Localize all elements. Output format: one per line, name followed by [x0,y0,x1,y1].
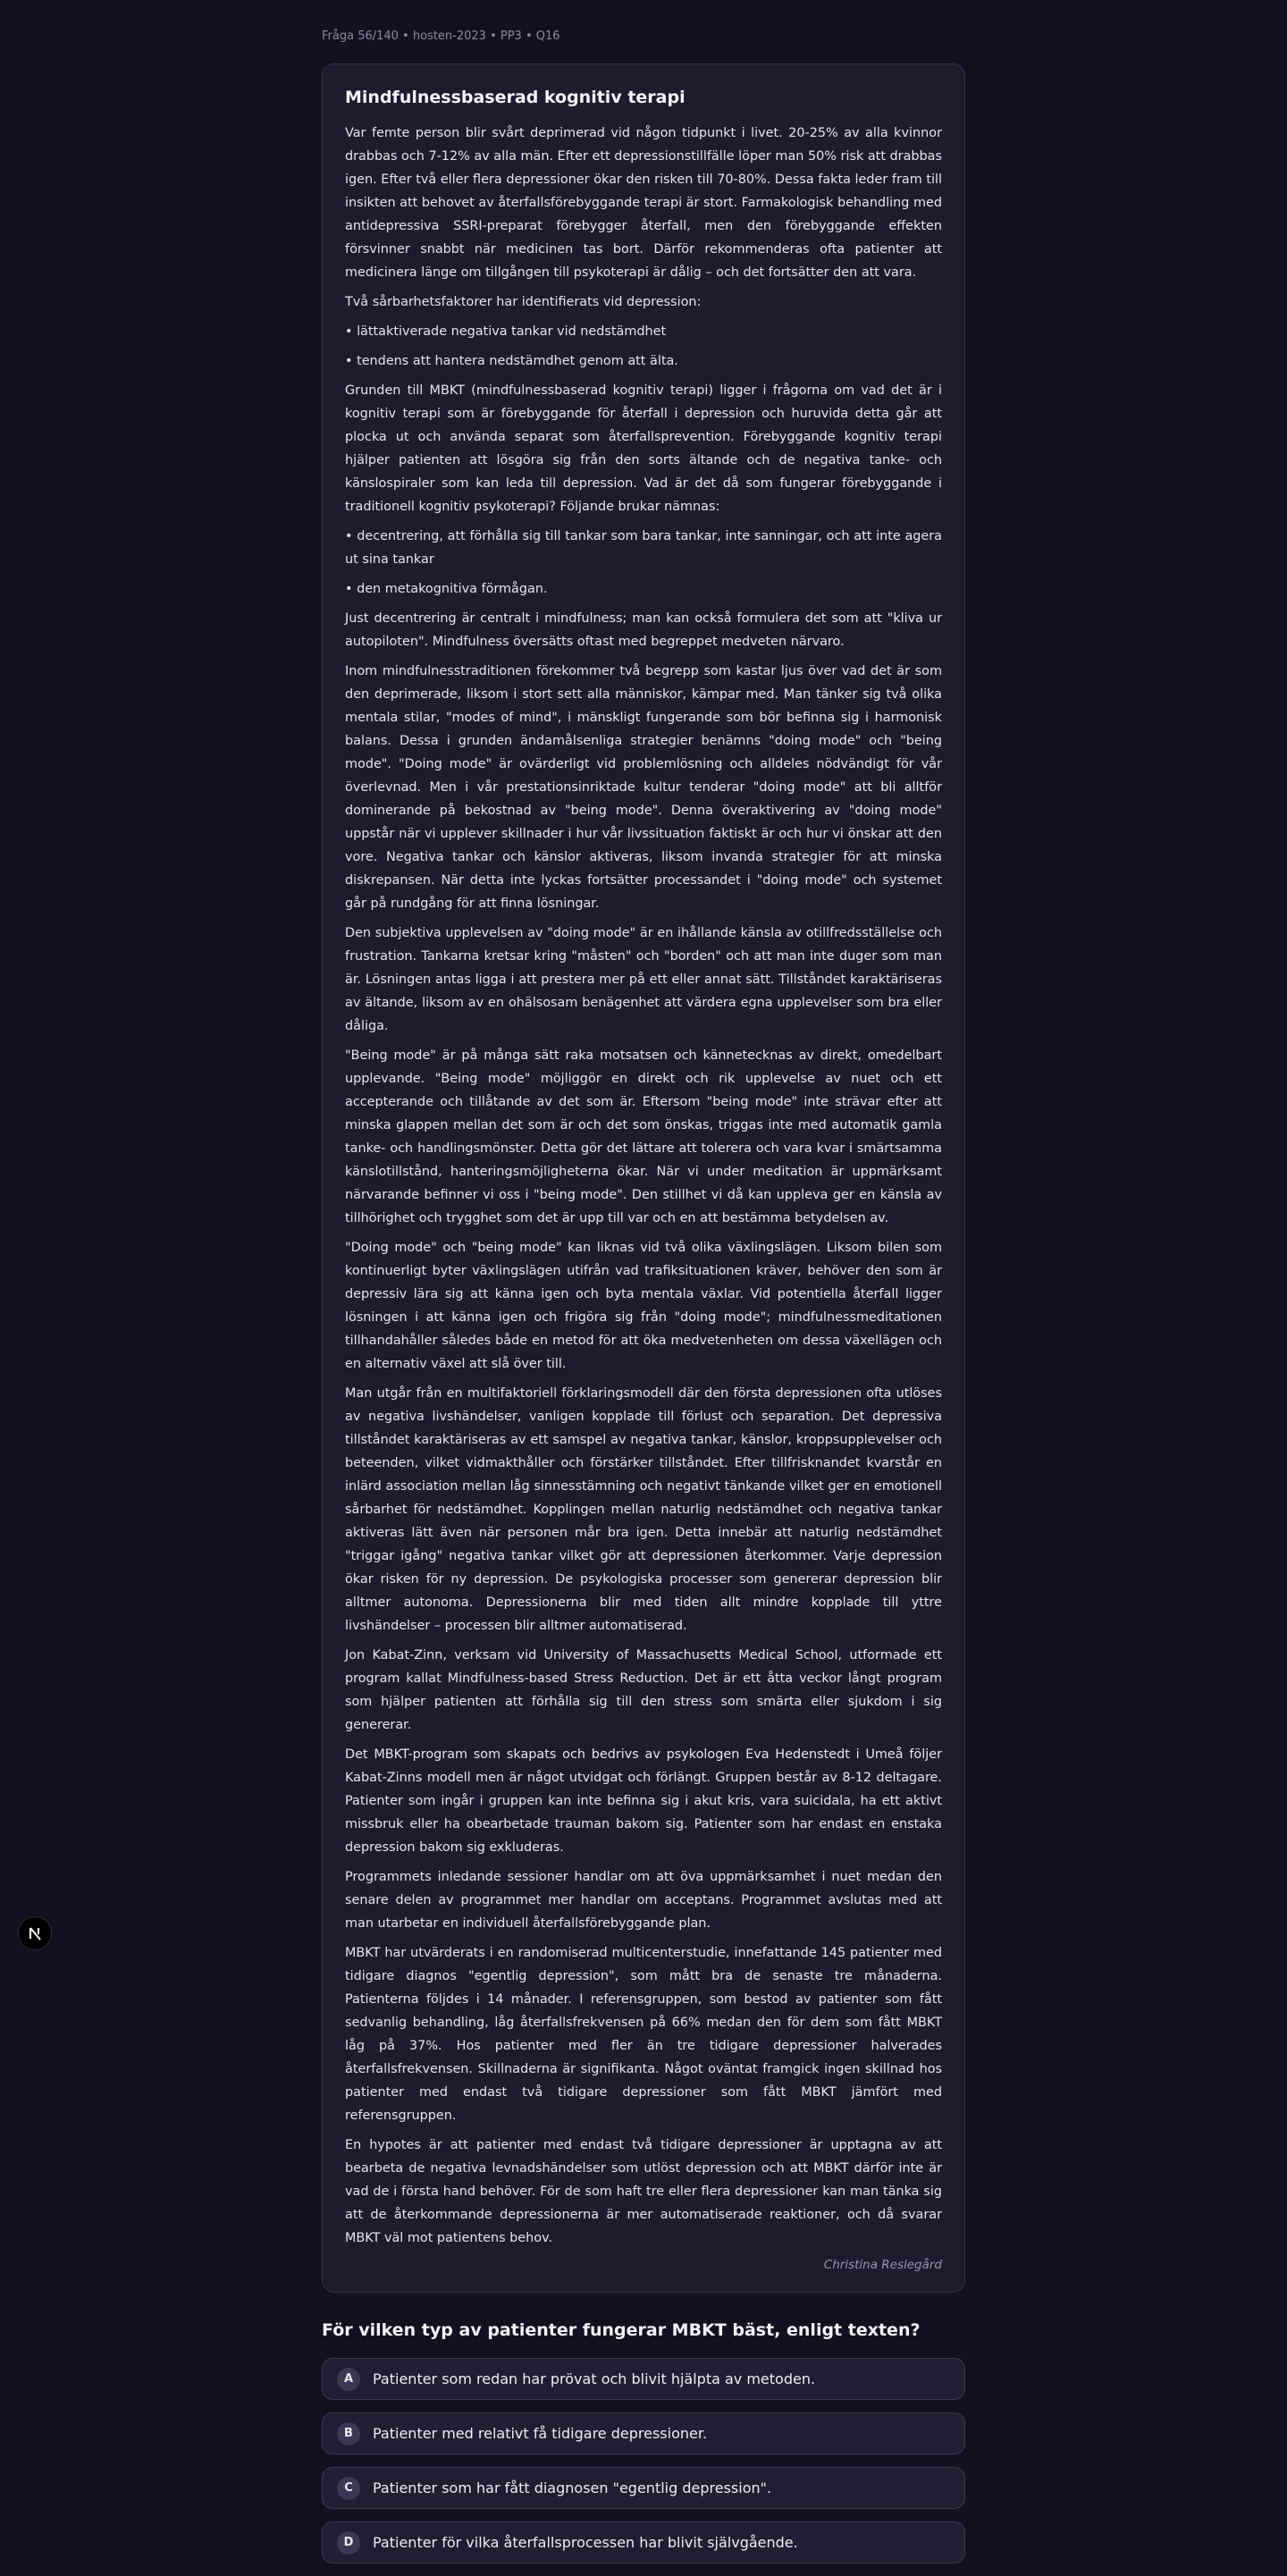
article-paragraph: Man utgår från en multifaktoriell förklaringsmodell där den första depressionen ofta utlöses av negativa livshändelser, vanligen kopplade till förlust och separation. Det depressiva tillståndet karaktäriseras av ett samspel av negativa tankar, känslor, kroppsupplevelser och beteenden, vilket vidmakthåller och förstärker tillståndet. Efter tillfrisknandet kvarstår en inlärd association mellan låg sinnesstämning och negativt tänkande vilket ger en emotionell sårbarhet för nedstämdhet. Kopplingen mellan naturlig nedstämdhet och negativa tankar aktiveras lätt även när personen mår bra igen. Detta innebär att naturlig nedstämdhet "triggar igång" negativa tankar vilket gör att depressionen återkommer. Varje depression ökar risken för ny depression. De psykologiska processer som genererar depression blir alltmer autonoma. Depressionerna blir med tiden allt mindre kopplade till yttre livshändelser – processen blir alltmer automatiserad. [345,1386,942,1633]
option-c[interactable] [322,2467,965,2509]
option-letter-badge: D [337,2531,360,2555]
article-paragraph: Programmets inledande sessioner handlar om att öva uppmärksamhet i nuet medan den senare delen av programmet mer handlar om acceptans. Programmet avslutas med att man utarbetar en individuell återfallsförebyggande plan. [345,1870,942,1931]
page-container [322,0,965,2576]
option-a[interactable] [322,2358,965,2400]
question-text: För vilken typ av patienter fungerar MBKT bäst, enligt texten? [322,2320,921,2340]
article-paragraph: • lättaktiverade negativa tankar vid nedstämdhet [345,324,667,339]
article-paragraph: En hypotes är att patienter med endast två tidigare depressioner är upptagna av att bearbeta de negativa levnadshändelser som utlöst depression och att MBKT därför inte är vad de i första hand behöver. För de som haft tre eller flera depressioner kan man tänka sig att de återkommande depressionerna är mer automatiserade reaktioner, och då svarar MBKT väl mot patientens behov. [345,2138,942,2245]
option-b[interactable] [322,2412,965,2454]
option-letter-badge: A [337,2368,360,2391]
article-paragraph: • decentrering, att förhålla sig till tankar som bara tankar, inte sanningar, och att inte agera ut sina tankar [345,529,942,567]
answer-options [322,2358,965,2563]
article-card [322,63,965,2293]
article-paragraph: Den subjektiva upplevelsen av "doing mode" är en ihållande känsla av otillfredsställelse och frustration. Tankarna kretsar kring "måsten" och "borden" och att man inte duger som man är. Lösningen antas ligga i att prestera mer på ett eller annat sätt. Tillståndet karaktäriseras av ältande, liksom av en ohälsosam benägenhet att värdera egna upplevelser som bra eller dåliga. [345,926,942,1033]
article-paragraph: • tendens att hantera nedstämdhet genom att älta. [345,354,678,368]
article-paragraph: Grunden till MBKT (mindfulnessbaserad kognitiv terapi) ligger i frågorna om vad det är i kognitiv terapi som är förebyggande för återfall i depression och huruvida detta går att plocka ut och använda separat som återfallsprevention. Förebyggande kognitiv terapi hjälper patienten att lösgöra sig från den sorts ältande och de negativa tanke- och känslospiraler som kan leda till depression. Vad är det då som fungerar förebyggande i traditionell kognitiv psykoterapi? Följande brukar nämnas: [345,383,942,514]
article-paragraph: • den metakognitiva förmågan. [345,582,548,596]
article-author: Christina Reslegård [823,2258,942,2272]
article-title: Mindfulnessbaserad kognitiv terapi [345,88,686,107]
article-paragraph: Var femte person blir svårt deprimerad vid någon tidpunkt i livet. 20-25% av alla kvinnor drabbas och 7-12% av alla män. Efter ett depressionstillfälle löper man 50% risk att drabbas igen. Efter två eller flera depressioner ökar den risken till 70-80%. Dessa fakta leder fram till insikten att behovet av återfallsförebyggande terapi är stort. Farmakologisk behandling med antidepressiva SSRI-preparat förebygger återfall, men den förebyggande effekten försvinner snabbt när medicinen tas bort. Därför rekommenderas ofta patienter att medicinera länge om tillgången till psykoterapi är dålig – och det fortsätter den att vara. [345,126,942,280]
article-body [345,122,942,2250]
option-label: Patienter för vilka återfallsprocessen har blivit självgående. [373,2534,798,2551]
nextjs-n-icon-glyph [26,1924,44,1942]
article-paragraph: MBKT har utvärderats i en randomiserad multicenterstudie, innefattande 145 patienter med tidigare diagnos "egentlig depression", som mått bra de senaste tre månaderna. Patienterna följdes i 14 månader. I referensgruppen, som bestod av patienter som fått sedvanlig behandling, låg återfallsfrekvensen på 66% medan den för dem som fått MBKT låg på 37%. Hos patienter med fler än tre tidigare depressioner halverades återfallsfrekvensen. Skillnaderna är signifikanta. Något oväntat framgick ingen skillnad hos patienter med endast två tidigare depressioner som fått MBKT jämfört med referensgruppen. [345,1946,942,2123]
article-paragraph: Inom mindfulnesstraditionen förekommer två begrepp som kastar ljus över vad det är som den deprimerade, liksom i stort sett alla människor, kämpar med. Man tänker sig två olika mentala stilar, "modes of mind", i mänskligt fungerande som bör befinna sig i harmonisk balans. Dessa i grunden ändamålsenliga strategier benämns "doing mode" och "being mode". "Doing mode" är ovärderligt vid problemlösning och alldeles nödvändigt för vår överlevnad. Men i vår prestationsinriktade kultur tenderar "doing mode" att bli alltför dominerande på bekostnad av "being mode". Denna överaktivering av "doing mode" uppstår när vi upplever skillnader i hur vår livssituation faktiskt är och hur vi önskar att den vore. Negativa tankar och känslor aktiveras, liksom invanda strategier för att minska diskrepansen. När detta inte lyckas fortsätter processandet i "doing mode" och systemet går på rundgång för att finna lösningar. [345,664,942,911]
nextjs-n-icon[interactable] [18,1916,52,1950]
option-letter-badge: C [337,2477,360,2500]
question-meta: Fråga 56/140 • hosten-2023 • PP3 • Q16 [322,29,560,43]
article-paragraph: "Being mode" är på många sätt raka motsatsen och kännetecknas av direkt, omedelbart upplevande. "Being mode" möjliggör en direkt och rik upplevelse av nuet och ett accepterande och tillåtande av det som är. Eftersom "being mode" inte strävar efter att minska glappen mellan det som är och det som önskas, triggas inte med automatik gamla tanke- och handlingsmönster. Detta gör det lättare att tolerera och vara kvar i smärtsamma känslotillstånd, hanteringsmöjligheterna ökar. När vi under meditation är uppmärksamt närvarande befinner vi oss i "being mode". Den stillhet vi då kan uppleva ger en känsla av tillhörighet och trygghet som det är upp till var och en att bestämma betydelsen av. [345,1048,942,1225]
article-paragraph: Två sårbarhetsfaktorer har identifierats vid depression: [345,295,702,309]
option-label: Patienter som redan har prövat och blivit hjälpta av metoden. [373,2370,816,2387]
article-paragraph: Det MBKT-program som skapats och bedrivs av psykologen Eva Hedenstedt i Umeå följer Kabat-Zinns modell men är något utvidgat och förlängt. Gruppen består av 8-12 deltagare. Patienter som ingår i gruppen kan inte befinna sig i akut kris, vara suicidala, ha ett aktivt missbruk eller ha obearbetade trauman bakom sig. Patienter som har endast en enstaka depression bakom sig exkluderas. [345,1747,942,1855]
option-letter-badge: B [337,2422,360,2446]
article-paragraph: "Doing mode" och "being mode" kan liknas vid två olika växlingslägen. Liksom bilen som kontinuerligt byter växlingslägen utifrån vad trafiksituationen kräver, behöver den som är depressiv lära sig att känna igen och byta mentala växlar. Vid potentiella återfall ligger lösningen i att känna igen och frigöra sig från "doing mode"; mindfulnessmeditationen tillhandahåller således både en metod för att öka medvetenheten om dessa växellägen och en alternativ växel att slå över till. [345,1241,942,1371]
option-label: Patienter med relativt få tidigare depressioner. [373,2425,708,2442]
option-label: Patienter som har fått diagnosen "egentlig depression". [373,2479,772,2496]
article-paragraph: Jon Kabat-Zinn, verksam vid University of Massachusetts Medical School, utformade ett program kallat Mindfulness-based Stress Reduction. Det är ett åtta veckor långt program som hjälper patienten att förhålla sig till den stress som smärta eller sjukdom i sig genererar. [345,1648,942,1732]
option-d[interactable] [322,2521,965,2563]
article-paragraph: Just decentrering är centralt i mindfulness; man kan också formulera det som att "kliva ur autopiloten". Mindfulness översätts oftast med begreppet medveten närvaro. [345,611,942,649]
